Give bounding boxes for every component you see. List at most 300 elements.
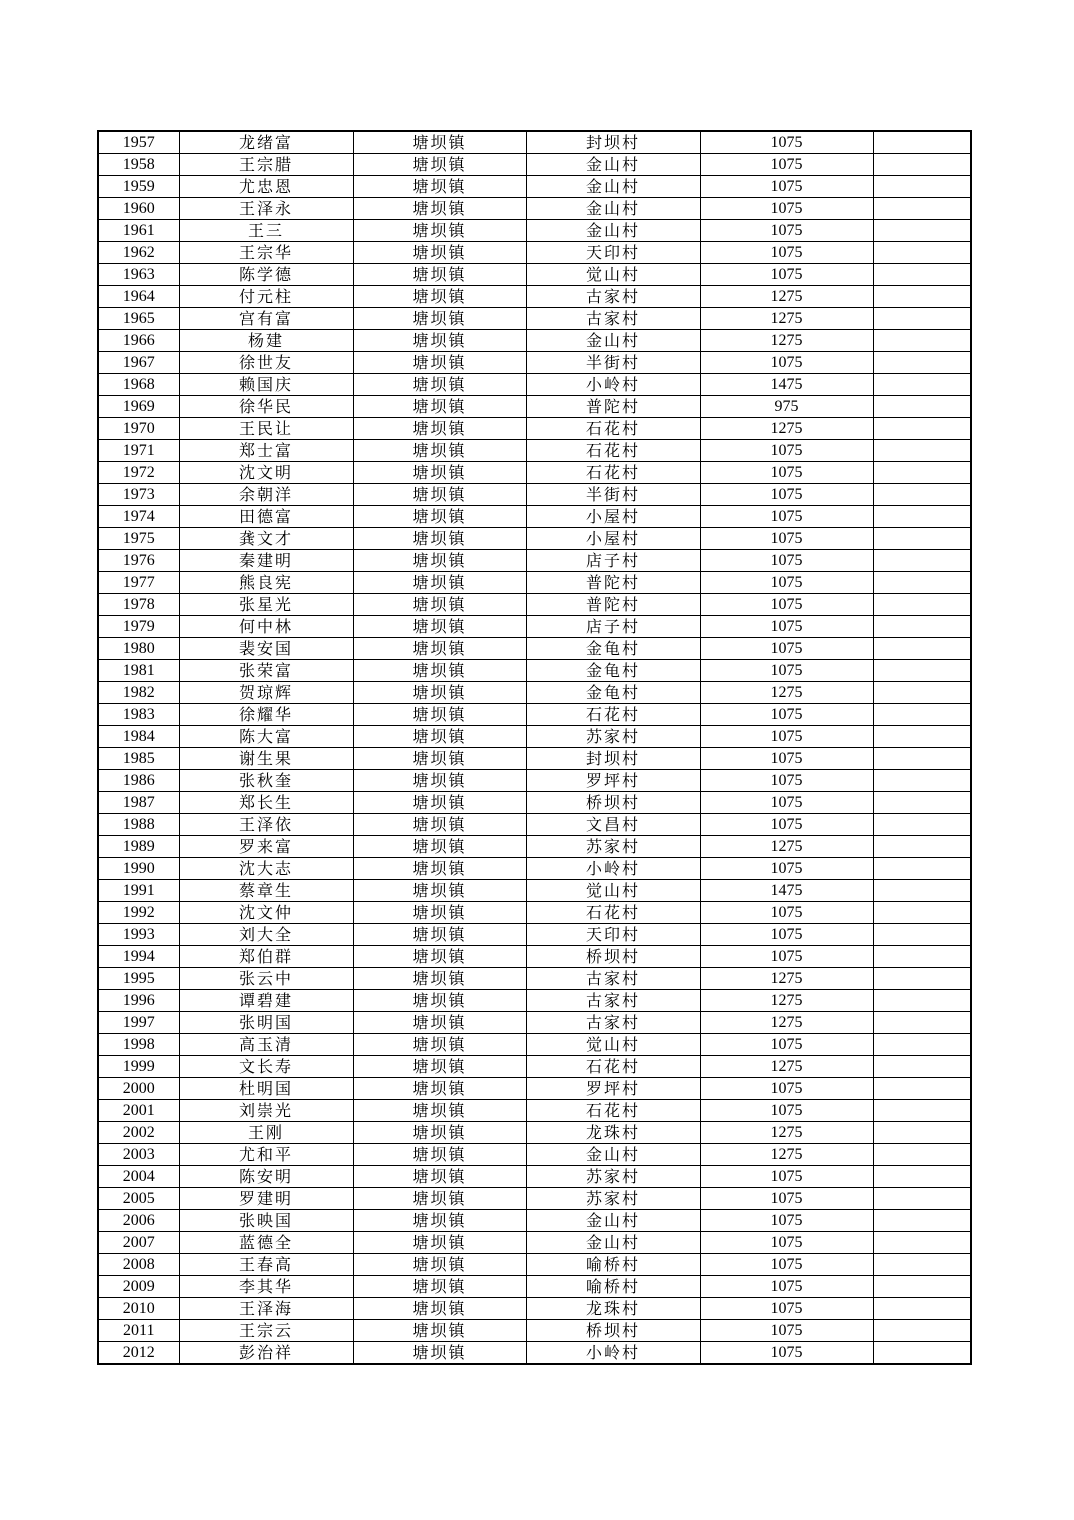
table-row <box>98 924 971 946</box>
note-cell <box>873 748 971 770</box>
amount-cell: 1075 <box>700 726 873 748</box>
note-cell <box>873 836 971 858</box>
note-cell <box>873 616 971 638</box>
row-number-cell: 1990 <box>98 858 179 880</box>
row-number-cell: 1972 <box>98 462 179 484</box>
town-cell: 塘坝镇 <box>353 462 526 484</box>
table-row <box>98 880 971 902</box>
person-name-cell: 徐世友 <box>179 352 353 374</box>
note-cell <box>873 484 971 506</box>
table-row <box>98 770 971 792</box>
table-row <box>98 198 971 220</box>
amount-cell: 1075 <box>700 748 873 770</box>
person-name-cell: 王民让 <box>179 418 353 440</box>
village-cell: 苏家村 <box>526 726 700 748</box>
person-name-cell: 刘大全 <box>179 924 353 946</box>
village-cell: 桥坝村 <box>526 946 700 968</box>
amount-cell: 1075 <box>700 616 873 638</box>
village-cell: 石花村 <box>526 418 700 440</box>
note-cell <box>873 946 971 968</box>
note-cell <box>873 682 971 704</box>
village-cell: 古家村 <box>526 1012 700 1034</box>
note-cell <box>873 1144 971 1166</box>
amount-cell: 1075 <box>700 1320 873 1342</box>
town-cell: 塘坝镇 <box>353 308 526 330</box>
town-cell: 塘坝镇 <box>353 858 526 880</box>
table-row <box>98 660 971 682</box>
town-cell: 塘坝镇 <box>353 484 526 506</box>
row-number-cell: 1984 <box>98 726 179 748</box>
village-cell: 苏家村 <box>526 836 700 858</box>
amount-cell: 1075 <box>700 1276 873 1298</box>
row-number-cell: 1998 <box>98 1034 179 1056</box>
row-number-cell: 1959 <box>98 176 179 198</box>
table-row <box>98 726 971 748</box>
amount-cell: 1075 <box>700 154 873 176</box>
village-cell: 石花村 <box>526 704 700 726</box>
row-number-cell: 1962 <box>98 242 179 264</box>
town-cell: 塘坝镇 <box>353 264 526 286</box>
amount-cell: 1275 <box>700 836 873 858</box>
table-row <box>98 946 971 968</box>
row-number-cell: 1977 <box>98 572 179 594</box>
amount-cell: 1075 <box>700 198 873 220</box>
table-row <box>98 440 971 462</box>
row-number-cell: 1988 <box>98 814 179 836</box>
village-cell: 普陀村 <box>526 396 700 418</box>
note-cell <box>873 264 971 286</box>
village-cell: 古家村 <box>526 286 700 308</box>
row-number-cell: 1970 <box>98 418 179 440</box>
amount-cell: 1075 <box>700 704 873 726</box>
row-number-cell: 1994 <box>98 946 179 968</box>
row-number-cell: 2011 <box>98 1320 179 1342</box>
amount-cell: 1075 <box>700 1210 873 1232</box>
row-number-cell: 2012 <box>98 1342 179 1365</box>
note-cell <box>873 242 971 264</box>
note-cell <box>873 1056 971 1078</box>
town-cell: 塘坝镇 <box>353 924 526 946</box>
town-cell: 塘坝镇 <box>353 748 526 770</box>
row-number-cell: 1975 <box>98 528 179 550</box>
village-cell: 天印村 <box>526 242 700 264</box>
row-number-cell: 2005 <box>98 1188 179 1210</box>
person-name-cell: 王刚 <box>179 1122 353 1144</box>
row-number-cell: 1992 <box>98 902 179 924</box>
table-row <box>98 1100 971 1122</box>
person-name-cell: 郑士富 <box>179 440 353 462</box>
person-name-cell: 王宗腊 <box>179 154 353 176</box>
row-number-cell: 2001 <box>98 1100 179 1122</box>
village-cell: 金龟村 <box>526 660 700 682</box>
table-row <box>98 374 971 396</box>
note-cell <box>873 374 971 396</box>
row-number-cell: 1957 <box>98 131 179 154</box>
town-cell: 塘坝镇 <box>353 440 526 462</box>
table-row <box>98 990 971 1012</box>
person-name-cell: 尤和平 <box>179 1144 353 1166</box>
note-cell <box>873 968 971 990</box>
village-cell: 店子村 <box>526 550 700 572</box>
table-row <box>98 594 971 616</box>
row-number-cell: 1963 <box>98 264 179 286</box>
person-name-cell: 郑伯群 <box>179 946 353 968</box>
note-cell <box>873 462 971 484</box>
note-cell <box>873 880 971 902</box>
row-number-cell: 1980 <box>98 638 179 660</box>
person-name-cell: 罗建明 <box>179 1188 353 1210</box>
table-row <box>98 220 971 242</box>
note-cell <box>873 154 971 176</box>
amount-cell: 1075 <box>700 572 873 594</box>
table-row <box>98 506 971 528</box>
town-cell: 塘坝镇 <box>353 131 526 154</box>
town-cell: 塘坝镇 <box>353 704 526 726</box>
town-cell: 塘坝镇 <box>353 396 526 418</box>
person-name-cell: 沈文仲 <box>179 902 353 924</box>
table-row <box>98 748 971 770</box>
row-number-cell: 1979 <box>98 616 179 638</box>
village-cell: 半街村 <box>526 484 700 506</box>
note-cell <box>873 1232 971 1254</box>
table-row <box>98 352 971 374</box>
amount-cell: 1075 <box>700 594 873 616</box>
row-number-cell: 1978 <box>98 594 179 616</box>
person-name-cell: 陈大富 <box>179 726 353 748</box>
row-number-cell: 2006 <box>98 1210 179 1232</box>
amount-cell: 1075 <box>700 1254 873 1276</box>
note-cell <box>873 924 971 946</box>
table-row <box>98 616 971 638</box>
town-cell: 塘坝镇 <box>353 1210 526 1232</box>
row-number-cell: 1986 <box>98 770 179 792</box>
town-cell: 塘坝镇 <box>353 638 526 660</box>
table-row <box>98 154 971 176</box>
note-cell <box>873 1210 971 1232</box>
table-row <box>98 176 971 198</box>
person-name-cell: 蔡章生 <box>179 880 353 902</box>
amount-cell: 1075 <box>700 1188 873 1210</box>
note-cell <box>873 1034 971 1056</box>
row-number-cell: 1974 <box>98 506 179 528</box>
row-number-cell: 2007 <box>98 1232 179 1254</box>
village-cell: 金龟村 <box>526 682 700 704</box>
town-cell: 塘坝镇 <box>353 286 526 308</box>
row-number-cell: 2008 <box>98 1254 179 1276</box>
town-cell: 塘坝镇 <box>353 506 526 528</box>
town-cell: 塘坝镇 <box>353 1298 526 1320</box>
town-cell: 塘坝镇 <box>353 242 526 264</box>
note-cell <box>873 1298 971 1320</box>
town-cell: 塘坝镇 <box>353 946 526 968</box>
amount-cell: 1075 <box>700 1078 873 1100</box>
person-name-cell: 熊良宪 <box>179 572 353 594</box>
village-cell: 封坝村 <box>526 748 700 770</box>
town-cell: 塘坝镇 <box>353 616 526 638</box>
note-cell <box>873 1122 971 1144</box>
amount-cell: 1075 <box>700 176 873 198</box>
person-name-cell: 田德富 <box>179 506 353 528</box>
village-cell: 石花村 <box>526 1056 700 1078</box>
village-cell: 文昌村 <box>526 814 700 836</box>
table-row <box>98 1144 971 1166</box>
note-cell <box>873 1188 971 1210</box>
amount-cell: 1075 <box>700 660 873 682</box>
row-number-cell: 2009 <box>98 1276 179 1298</box>
town-cell: 塘坝镇 <box>353 814 526 836</box>
person-name-cell: 王宗云 <box>179 1320 353 1342</box>
town-cell: 塘坝镇 <box>353 990 526 1012</box>
person-name-cell: 张秋奎 <box>179 770 353 792</box>
village-cell: 金山村 <box>526 154 700 176</box>
village-cell: 喻桥村 <box>526 1254 700 1276</box>
table-row <box>98 330 971 352</box>
table-row <box>98 1210 971 1232</box>
amount-cell: 1275 <box>700 682 873 704</box>
row-number-cell: 1965 <box>98 308 179 330</box>
person-name-cell: 陈安明 <box>179 1166 353 1188</box>
amount-cell: 1075 <box>700 924 873 946</box>
person-name-cell: 何中林 <box>179 616 353 638</box>
person-name-cell: 王春高 <box>179 1254 353 1276</box>
row-number-cell: 1964 <box>98 286 179 308</box>
village-cell: 桥坝村 <box>526 1320 700 1342</box>
village-cell: 苏家村 <box>526 1188 700 1210</box>
town-cell: 塘坝镇 <box>353 880 526 902</box>
village-cell: 普陀村 <box>526 572 700 594</box>
village-cell: 喻桥村 <box>526 1276 700 1298</box>
row-number-cell: 2000 <box>98 1078 179 1100</box>
person-name-cell: 杨建 <box>179 330 353 352</box>
village-cell: 觉山村 <box>526 264 700 286</box>
person-name-cell: 徐华民 <box>179 396 353 418</box>
amount-cell: 1075 <box>700 264 873 286</box>
town-cell: 塘坝镇 <box>353 550 526 572</box>
table-row <box>98 264 971 286</box>
person-name-cell: 宫有富 <box>179 308 353 330</box>
village-cell: 小屋村 <box>526 506 700 528</box>
amount-cell: 1075 <box>700 528 873 550</box>
table-row <box>98 682 971 704</box>
table-row <box>98 1166 971 1188</box>
person-name-cell: 谭碧建 <box>179 990 353 1012</box>
row-number-cell: 1999 <box>98 1056 179 1078</box>
village-cell: 石花村 <box>526 440 700 462</box>
note-cell <box>873 286 971 308</box>
amount-cell: 1275 <box>700 418 873 440</box>
person-name-cell: 徐耀华 <box>179 704 353 726</box>
table-row <box>98 1320 971 1342</box>
town-cell: 塘坝镇 <box>353 1012 526 1034</box>
village-cell: 古家村 <box>526 968 700 990</box>
row-number-cell: 2003 <box>98 1144 179 1166</box>
person-name-cell: 高玉清 <box>179 1034 353 1056</box>
row-number-cell: 1989 <box>98 836 179 858</box>
village-cell: 金山村 <box>526 176 700 198</box>
row-number-cell: 1973 <box>98 484 179 506</box>
amount-cell: 1075 <box>700 792 873 814</box>
town-cell: 塘坝镇 <box>353 682 526 704</box>
person-name-cell: 杜明国 <box>179 1078 353 1100</box>
person-name-cell: 张星光 <box>179 594 353 616</box>
village-cell: 小岭村 <box>526 1342 700 1365</box>
person-name-cell: 刘崇光 <box>179 1100 353 1122</box>
amount-cell: 1075 <box>700 440 873 462</box>
amount-cell: 1075 <box>700 1100 873 1122</box>
note-cell <box>873 176 971 198</box>
row-number-cell: 1983 <box>98 704 179 726</box>
note-cell <box>873 396 971 418</box>
table-row <box>98 1012 971 1034</box>
note-cell <box>873 902 971 924</box>
table-row <box>98 1276 971 1298</box>
person-name-cell: 郑长生 <box>179 792 353 814</box>
note-cell <box>873 770 971 792</box>
row-number-cell: 2010 <box>98 1298 179 1320</box>
village-cell: 石花村 <box>526 1100 700 1122</box>
table-row <box>98 836 971 858</box>
person-name-cell: 余朝洋 <box>179 484 353 506</box>
note-cell <box>873 352 971 374</box>
note-cell <box>873 990 971 1012</box>
village-cell: 封坝村 <box>526 131 700 154</box>
amount-cell: 1275 <box>700 1056 873 1078</box>
amount-cell: 1075 <box>700 770 873 792</box>
row-number-cell: 1993 <box>98 924 179 946</box>
row-number-cell: 1967 <box>98 352 179 374</box>
row-number-cell: 1969 <box>98 396 179 418</box>
table-row <box>98 1298 971 1320</box>
roster-table <box>97 130 972 1365</box>
village-cell: 小屋村 <box>526 528 700 550</box>
person-name-cell: 龙绪富 <box>179 131 353 154</box>
table-row <box>98 814 971 836</box>
note-cell <box>873 131 971 154</box>
amount-cell: 1075 <box>700 638 873 660</box>
table-row <box>98 704 971 726</box>
note-cell <box>873 1342 971 1365</box>
village-cell: 苏家村 <box>526 1166 700 1188</box>
village-cell: 桥坝村 <box>526 792 700 814</box>
amount-cell: 1075 <box>700 1342 873 1365</box>
table-row <box>98 1078 971 1100</box>
amount-cell: 1275 <box>700 330 873 352</box>
amount-cell: 1075 <box>700 1034 873 1056</box>
town-cell: 塘坝镇 <box>353 726 526 748</box>
town-cell: 塘坝镇 <box>353 1276 526 1298</box>
person-name-cell: 赖国庆 <box>179 374 353 396</box>
amount-cell: 1275 <box>700 1012 873 1034</box>
row-number-cell: 1987 <box>98 792 179 814</box>
village-cell: 罗坪村 <box>526 1078 700 1100</box>
note-cell <box>873 704 971 726</box>
row-number-cell: 1997 <box>98 1012 179 1034</box>
village-cell: 半街村 <box>526 352 700 374</box>
amount-cell: 1275 <box>700 968 873 990</box>
row-number-cell: 1995 <box>98 968 179 990</box>
table-row <box>98 484 971 506</box>
person-name-cell: 张明国 <box>179 1012 353 1034</box>
village-cell: 店子村 <box>526 616 700 638</box>
amount-cell: 1275 <box>700 1122 873 1144</box>
row-number-cell: 1958 <box>98 154 179 176</box>
row-number-cell: 1961 <box>98 220 179 242</box>
person-name-cell: 付元柱 <box>179 286 353 308</box>
table-row <box>98 396 971 418</box>
note-cell <box>873 858 971 880</box>
village-cell: 古家村 <box>526 308 700 330</box>
village-cell: 金山村 <box>526 330 700 352</box>
person-name-cell: 张云中 <box>179 968 353 990</box>
town-cell: 塘坝镇 <box>353 1320 526 1342</box>
town-cell: 塘坝镇 <box>353 1188 526 1210</box>
note-cell <box>873 418 971 440</box>
table-row <box>98 528 971 550</box>
town-cell: 塘坝镇 <box>353 154 526 176</box>
town-cell: 塘坝镇 <box>353 968 526 990</box>
table-row <box>98 572 971 594</box>
village-cell: 古家村 <box>526 990 700 1012</box>
village-cell: 觉山村 <box>526 880 700 902</box>
amount-cell: 1075 <box>700 858 873 880</box>
table-row <box>98 286 971 308</box>
note-cell <box>873 814 971 836</box>
town-cell: 塘坝镇 <box>353 902 526 924</box>
town-cell: 塘坝镇 <box>353 418 526 440</box>
table-row <box>98 242 971 264</box>
table-row <box>98 1254 971 1276</box>
amount-cell: 1075 <box>700 131 873 154</box>
town-cell: 塘坝镇 <box>353 594 526 616</box>
person-name-cell: 蓝德全 <box>179 1232 353 1254</box>
person-name-cell: 沈文明 <box>179 462 353 484</box>
table-row <box>98 792 971 814</box>
person-name-cell: 王泽海 <box>179 1298 353 1320</box>
note-cell <box>873 1166 971 1188</box>
note-cell <box>873 506 971 528</box>
table-row <box>98 902 971 924</box>
note-cell <box>873 220 971 242</box>
table-row <box>98 638 971 660</box>
note-cell <box>873 1100 971 1122</box>
table-row <box>98 550 971 572</box>
town-cell: 塘坝镇 <box>353 1144 526 1166</box>
town-cell: 塘坝镇 <box>353 1342 526 1365</box>
village-cell: 金山村 <box>526 220 700 242</box>
note-cell <box>873 572 971 594</box>
town-cell: 塘坝镇 <box>353 198 526 220</box>
amount-cell: 1275 <box>700 990 873 1012</box>
table-row <box>98 1056 971 1078</box>
row-number-cell: 1968 <box>98 374 179 396</box>
note-cell <box>873 1320 971 1342</box>
person-name-cell: 张荣富 <box>179 660 353 682</box>
person-name-cell: 王泽依 <box>179 814 353 836</box>
amount-cell: 1075 <box>700 946 873 968</box>
town-cell: 塘坝镇 <box>353 1166 526 1188</box>
town-cell: 塘坝镇 <box>353 1078 526 1100</box>
note-cell <box>873 528 971 550</box>
village-cell: 龙珠村 <box>526 1298 700 1320</box>
person-name-cell: 文长寿 <box>179 1056 353 1078</box>
amount-cell: 1475 <box>700 880 873 902</box>
village-cell: 金山村 <box>526 1144 700 1166</box>
note-cell <box>873 726 971 748</box>
person-name-cell: 陈学德 <box>179 264 353 286</box>
note-cell <box>873 1078 971 1100</box>
note-cell <box>873 330 971 352</box>
amount-cell: 1075 <box>700 352 873 374</box>
